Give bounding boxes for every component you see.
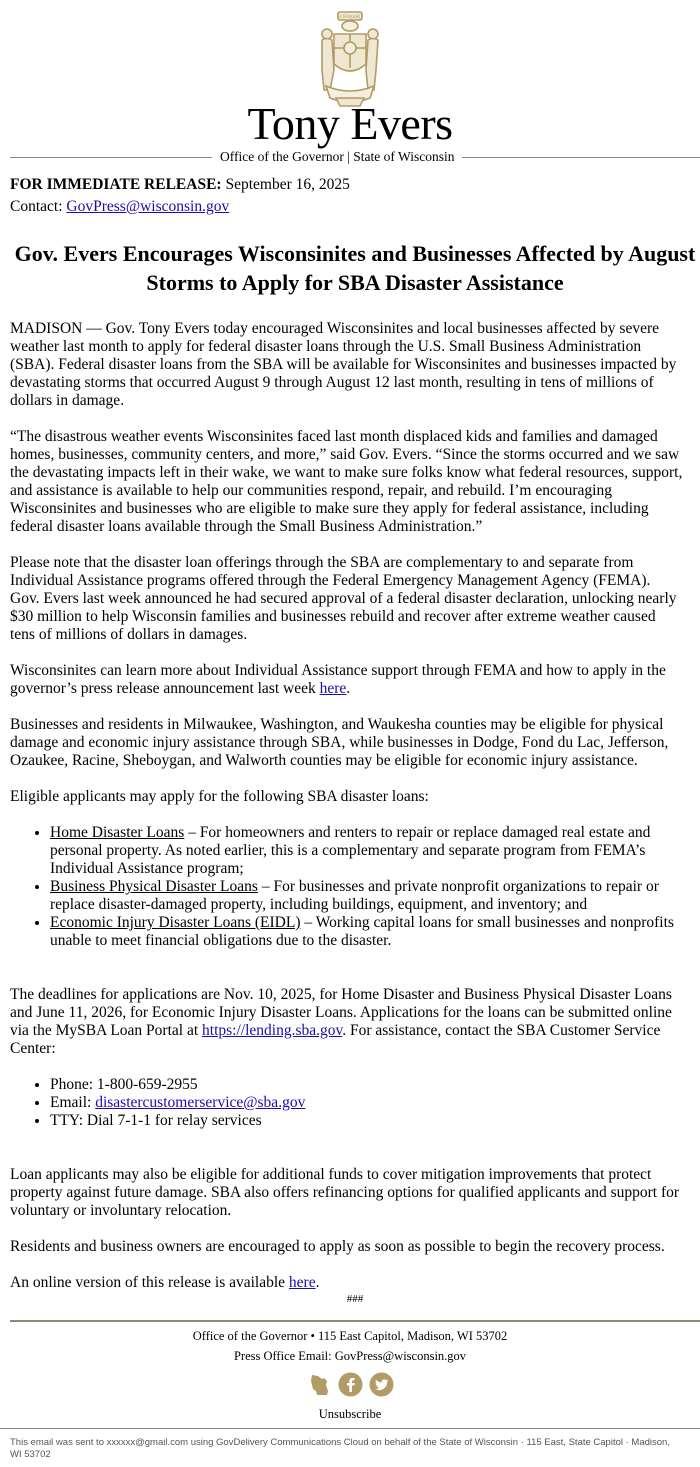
text-line: (SBA). Federal disaster loans from the SBA will be available for Wisconsinites and businesses impacted by xyxy=(10,356,677,373)
delivery-disclaimer: This email was sent to xxxxxx@gmail.com using GovDelivery Communications Cloud on behalf of the State of Wisconsin · 115 East, State Capitol · Madison, WI 53702 xyxy=(10,1437,670,1460)
text-line: unable to meet financial obligations due to the disaster. xyxy=(50,932,392,949)
article-body xyxy=(10,320,700,1308)
text-line: “The disastrous weather events Wisconsinites faced last month displaced kids and families and damaged xyxy=(10,428,658,445)
office-address: Office of the Governor • 115 East Capitol, Madison, WI 53702 xyxy=(192,1329,508,1343)
tty-item: • TTY: Dial 7-1-1 for relay services xyxy=(50,1112,700,1130)
text-line: . xyxy=(346,680,351,697)
office-subtitle: Office of the Governor | State of Wisconsin xyxy=(220,149,455,164)
text-line: The deadlines for applications are Nov. 10, 2025, for Home Disaster and Business Physical Disaster Loans xyxy=(10,986,672,1003)
contact-email-link[interactable]: GovPress@wisconsin.gov xyxy=(66,198,230,215)
text-line: replace disaster-damaged property, including buildings, equipment, and inventory; and xyxy=(50,896,588,913)
text-line: governor’s press release announcement last week xyxy=(10,680,320,697)
governor-name: Tony Evers xyxy=(247,98,453,149)
text-line: . For assistance, contact the SBA Customer Service xyxy=(342,1022,661,1039)
text-line: Ozaukee, Racine, Sheboygan, and Walworth counties may be eligible for economic injury assistance. xyxy=(10,752,638,769)
release-label: FOR IMMEDIATE RELEASE: xyxy=(10,176,222,193)
paragraph-eligible: Eligible applicants may apply for the following SBA disaster loans: xyxy=(10,788,429,805)
text-line: Individual Assistance programs offered through the Federal Emergency Management Agency (FEMA). xyxy=(10,572,651,589)
text-line: Email: xyxy=(50,1094,96,1111)
text-line: and June 11, 2026, for Economic Injury Disaster Loans. Applications for the loans can be submitted online xyxy=(10,1004,672,1021)
divider xyxy=(10,157,212,158)
text-line: Individual Assistance program; xyxy=(50,860,244,877)
text-line: the devastating impacts left in their wake, we want to make sure folks know what federal resources, support, xyxy=(10,464,683,481)
contact-list xyxy=(10,1076,700,1130)
text-line: federal disaster loans available through the Small Business Administration.” xyxy=(10,518,483,535)
press-office-email: Press Office Email: GovPress@wisconsin.gov xyxy=(233,1349,467,1363)
email-header xyxy=(0,0,700,170)
eidl-link[interactable]: Economic Injury Disaster Loans (EIDL) xyxy=(50,914,301,931)
text-line: Businesses and residents in Milwaukee, Washington, and Waukesha counties may be eligible for physical xyxy=(10,716,664,733)
paragraph-learn-more xyxy=(10,662,700,698)
footer-divider xyxy=(10,1320,700,1322)
phone-item: • Phone: 1-800-659-2955 xyxy=(50,1076,700,1094)
text-line: Please note that the disaster loan offerings through the SBA are complementary to and separate from xyxy=(10,554,634,571)
text-line: – Working capital loans for small businesses and nonprofits xyxy=(300,914,674,931)
text-line: Wisconsinites can learn more about Individual Assistance support through FEMA and how to apply in the xyxy=(10,662,666,679)
text-line: homes, businesses, community centers, and more,” said Gov. Evers. “Since the storms occurred and we saw xyxy=(10,446,680,463)
loan-list xyxy=(10,824,700,950)
text-line: personal property. As noted earlier, this is a complementary and separate program from FEMA’s xyxy=(50,842,646,859)
twitter-icon[interactable] xyxy=(369,1372,394,1397)
text-line: dollars in damage. xyxy=(10,392,125,409)
paragraph-deadlines xyxy=(10,986,700,1058)
sba-portal-link[interactable]: https://lending.sba.gov xyxy=(202,1022,343,1039)
text-line: Center: xyxy=(10,1040,56,1057)
release-date: September 16, 2025 xyxy=(225,176,350,193)
text-line: $30 million to help Wisconsin families and businesses rebuild and recover after extreme weather caused xyxy=(10,608,656,625)
text-line: weather last month to apply for federal disaster loans through the U.S. Small Business Administration xyxy=(10,338,642,355)
end-marker: ### xyxy=(346,1293,364,1305)
subtitle-bar xyxy=(10,148,700,166)
unsubscribe-link[interactable]: Unsubscribe xyxy=(318,1407,382,1421)
text-line: Gov. Evers last week announced he had secured approval of a federal disaster declaration, unlocking nearly xyxy=(10,590,677,607)
social-links xyxy=(0,1372,700,1398)
business-physical-loans-link[interactable]: Business Physical Disaster Loans xyxy=(50,878,258,895)
text-line: – For homeowners and renters to repair or replace damaged real estate and xyxy=(184,824,651,841)
text-line: Wisconsinites and businesses who are eligible to make sure they apply for federal assistance, including xyxy=(10,500,649,517)
text-line: voluntary or involuntary relocation. xyxy=(10,1202,232,1219)
wisconsin-state-icon[interactable] xyxy=(307,1372,332,1397)
email-footer xyxy=(0,1326,700,1424)
text-line: via the MySBA Loan Portal at xyxy=(10,1022,203,1039)
text-line: property against future damage. SBA also offers refinancing options for qualified applicants and support for xyxy=(10,1184,680,1201)
press-release-link[interactable]: here xyxy=(319,680,347,697)
online-version-link[interactable]: here xyxy=(288,1274,316,1291)
text-line: – For businesses and private nonprofit organizations to repair or xyxy=(257,878,659,895)
paragraph-intro xyxy=(10,320,700,410)
list-item xyxy=(50,824,700,878)
text-line: Loan applicants may also be eligible for additional funds to cover mitigation improvements that protect xyxy=(10,1166,652,1183)
paragraph-mitigation xyxy=(10,1166,700,1220)
bottom-divider xyxy=(0,1428,700,1429)
paragraph-apply-soon: Residents and business owners are encouraged to apply as soon as possible to begin the recovery process. xyxy=(10,1238,665,1255)
list-item xyxy=(50,878,700,914)
contact-label: Contact: xyxy=(10,198,63,215)
headline: Gov. Evers Encourages Wisconsinites and Businesses Affected by August Storms to Apply for SBA Disaster Assistance xyxy=(14,241,696,295)
text-line: . xyxy=(315,1274,320,1291)
paragraph-quote xyxy=(10,428,700,536)
facebook-icon[interactable] xyxy=(338,1372,363,1397)
list-item xyxy=(50,914,700,950)
text-line: damage and economic injury assistance through SBA, while businesses in Dodge, Fond du Lac, Jefferson, xyxy=(10,734,669,751)
wisconsin-seal-logo xyxy=(312,8,388,110)
svg-text:FORWARD: FORWARD xyxy=(337,14,363,21)
divider xyxy=(462,157,700,158)
sba-email-link[interactable]: disastercustomerservice@sba.gov xyxy=(95,1094,306,1111)
release-info xyxy=(10,174,350,218)
text-line: MADISON — Gov. Tony Evers today encouraged Wisconsinites and local businesses affected by severe xyxy=(10,320,659,337)
email-item xyxy=(50,1094,700,1112)
text-line: tens of millions of dollars in damages. xyxy=(10,626,248,643)
paragraph-counties xyxy=(10,716,700,770)
home-disaster-loans-link[interactable]: Home Disaster Loans xyxy=(50,824,185,841)
paragraph-fema xyxy=(10,554,700,644)
text-line: devastating storms that occurred August 9 through August 12 last month, resulting in tens of millions of xyxy=(10,374,654,391)
text-line: An online version of this release is available xyxy=(10,1274,289,1291)
text-line: and assistance is available to help our communities respond, repair, and rebuild. I’m encouraging xyxy=(10,482,612,499)
